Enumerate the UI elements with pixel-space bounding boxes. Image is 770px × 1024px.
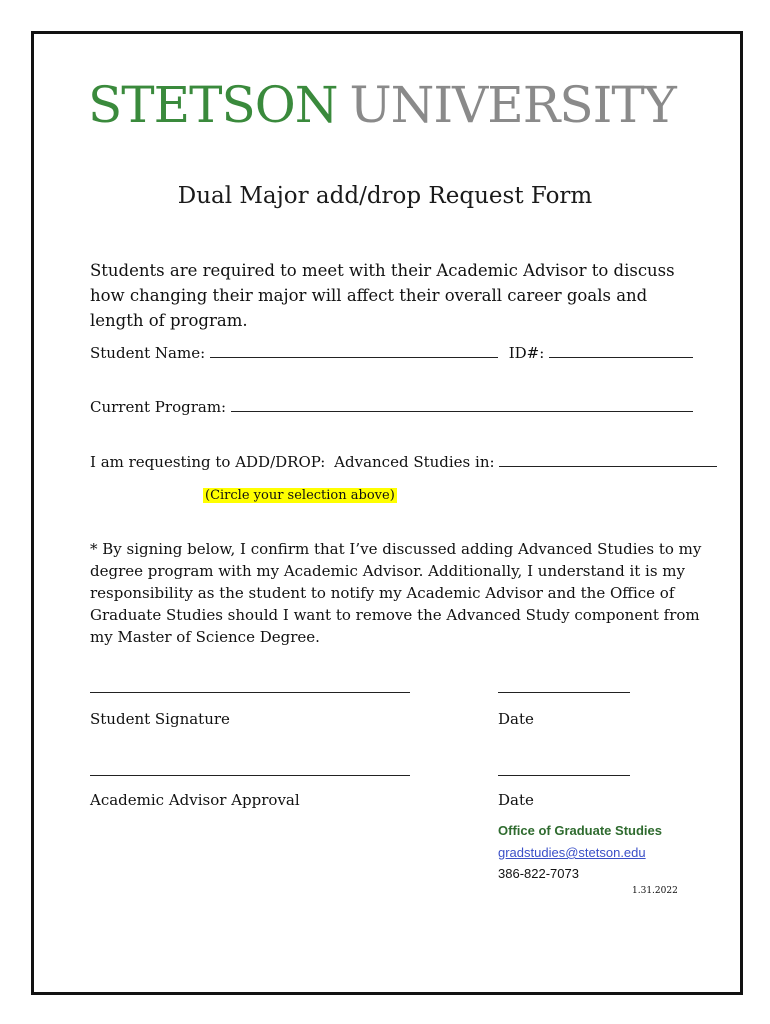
date-label-1: Date [498,710,534,728]
id-label: ID#: [508,344,545,362]
circle-note-text: (Circle your selection above) [205,488,395,503]
advisor-approval-label: Academic Advisor Approval [90,791,300,809]
student-name-row [90,344,693,362]
circle-note [203,484,397,503]
current-program-field[interactable] [231,399,693,412]
confirmation-text: * By signing below, I confirm that I’ve discussed adding Advanced Studies to my degree program with my Academic Advisor. Additionally, I understand it is my responsibility as the student to notify my Academic Advisor and the Office of Graduate Studies should I want to remove the Advanced Study component from my Master of Science Degree. [90,540,702,646]
office-name: Office of Graduate Studies [498,823,662,838]
office-email-link[interactable]: gradstudies@stetson.edu [498,845,646,860]
student-name-label: Student Name: [90,344,206,362]
current-program-row [90,398,693,416]
student-signature-line[interactable] [90,692,410,693]
student-signature-label: Student Signature [90,710,230,728]
request-row [90,453,717,471]
id-field[interactable] [549,345,693,358]
university-logo [88,76,676,134]
student-name-field[interactable] [210,345,498,358]
logo-primary: STETSON [88,76,338,134]
advisor-signature-line[interactable] [90,775,410,776]
student-date-line[interactable] [498,692,630,693]
current-program-label: Current Program: [90,398,227,416]
request-label: I am requesting to ADD/DROP: [90,453,326,471]
date-label-2: Date [498,791,534,809]
form-title: Dual Major add/drop Request Form [177,183,593,209]
revision-date: 1.31.2022 [632,886,678,896]
logo-secondary: UNIVERSITY [349,76,676,134]
office-phone: 386-822-7073 [498,866,579,881]
advanced-studies-label: Advanced Studies in: [334,453,495,471]
advanced-studies-field[interactable] [499,454,717,467]
intro-text: Students are required to meet with their Academic Advisor to discuss how changing their major will affect their overall career goals and length of program. [90,261,675,330]
advisor-date-line[interactable] [498,775,630,776]
